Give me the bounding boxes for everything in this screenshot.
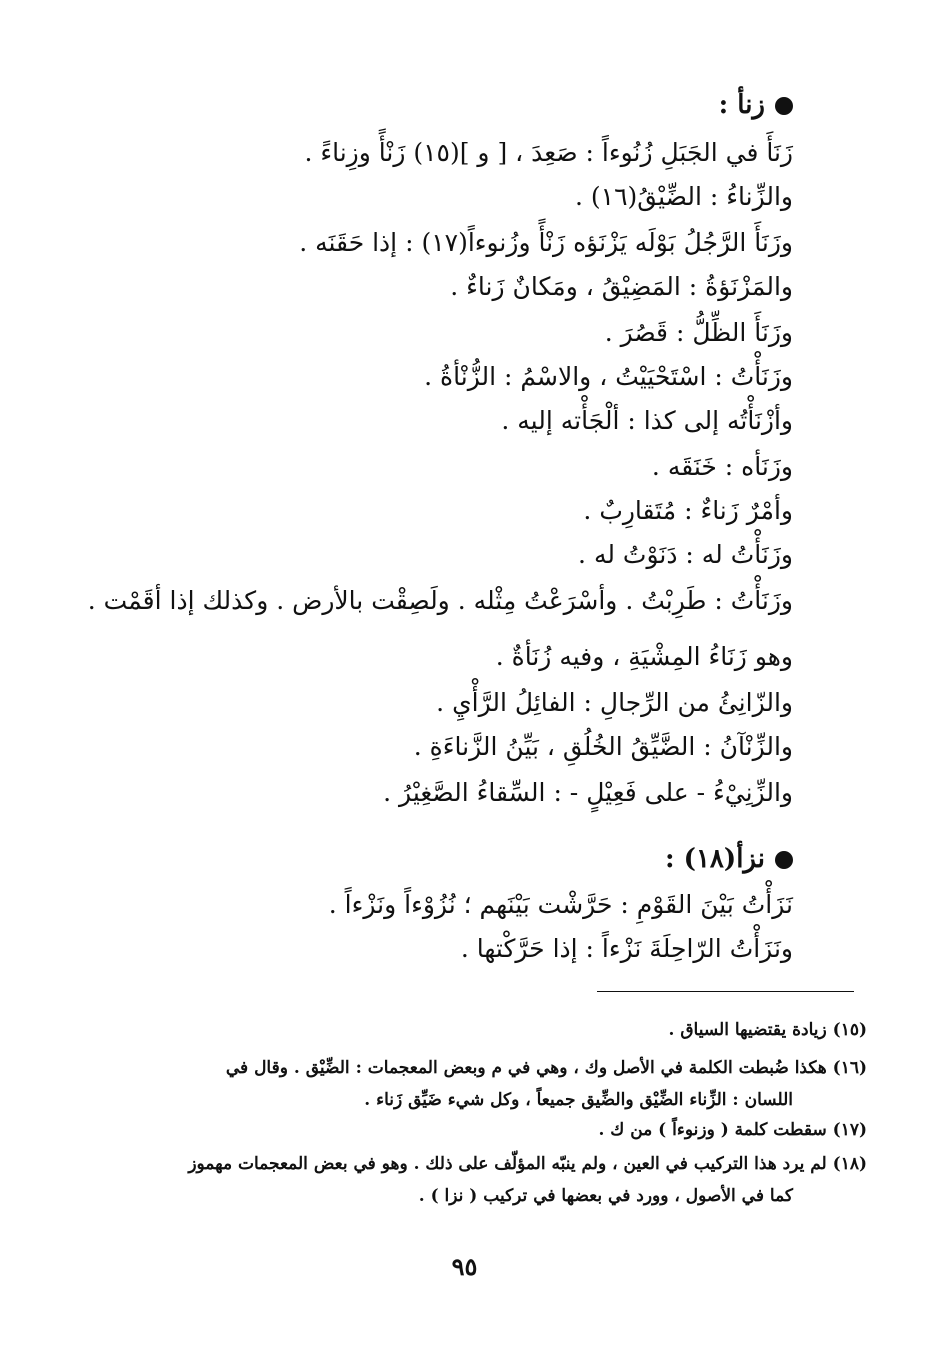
page-number: ٩٥ <box>451 1252 478 1281</box>
bullet-icon <box>775 97 793 115</box>
entry-line: والزِّناءُ : الضِّيْقُ(١٦) . <box>575 182 793 211</box>
footnote-18-continued: كما في الأصول ، وورد في بعضها في تركيب ( نزا ) . <box>418 1186 793 1206</box>
entry-line: وزَنَأْتُ له : دَنَوْتُ له . <box>578 540 793 569</box>
entry-line: والزّانِئُ من الرِّجالِ : الفائِلُ الرَّأْيِ . <box>436 688 793 717</box>
entry-heading-zana: زنأ : <box>719 88 793 122</box>
entry-line: وأمْرٌ زَناءٌ : مُتَقارِبٌ . <box>583 496 793 525</box>
entry-line: والمَزْنَؤةُ : المَضِيْقُ ، ومَكانٌ زَناءٌ . <box>450 272 793 301</box>
entry-line: وهو زَنَاءُ المِشْيَةِ ، وفيه زُنَأةٌ . <box>495 642 793 671</box>
bullet-icon <box>775 851 793 869</box>
entry-line: وزَنَأَ الظِّلُّ : قَصُرَ . <box>604 318 793 347</box>
entry-line: زَنَأَ في الجَبَلِ زُنُوءاً : صَعِدَ ، [ و ](١٥) زَنْأً وزِناءً . <box>304 138 793 167</box>
footnote-separator <box>597 991 854 992</box>
entry-line: وزَنَأَ الرَّجُلُ بَوْلَه يَزْنَؤه زَنْأً وزُنوءاً(١٧) : إذا حَقَنَه . <box>299 228 793 257</box>
entry-line: ونَزَأْتُ الرّاحِلَةَ نَزْءاً : إذا حَرَّكْتها . <box>460 934 793 963</box>
entry-line: والزِّنِيْءُ - على فَعِيْلٍ - : السِّقاءُ الصَّغِيْرُ . <box>383 778 793 807</box>
entry-heading-naza: نزأ(١٨) : <box>665 842 793 876</box>
entry-line: نَزَأْتُ بَيْنَ القَوْمِ : حَرَّشْت بَيْنَهم ؛ نُزُوْءاً ونَزْءاً . <box>328 890 793 919</box>
footnote-15: (١٥) زيادة يقتضيها السياق . <box>668 1020 867 1040</box>
footnote-16: (١٦) هكذا ضُبطت الكلمة في الأصل وك ، وهي في م وبعض المعجمات : الضِّيْق . وقال في <box>225 1058 867 1078</box>
entry-line: وزَنَأه : خَنَقَه . <box>651 452 793 481</box>
footnote-18: (١٨) لم يرد هذا التركيب في العين ، ولم ينبّه المؤلّف على ذلك . وهو في بعض المعجمات مهموز <box>188 1154 867 1174</box>
entry-line: وزَنَأْتُ : طَرِبْتُ . وأسْرَعْتُ مِثْله . ولَصِقْت بالأرض . وكذلك إذا أقَمْت . <box>87 586 793 615</box>
footnote-16-continued: اللسان : الزِّناء الضِّيْق والضِّيق جميعاً ، وكل شيء ضَيِّق زَناء . <box>364 1090 793 1110</box>
entry-line: وأزْنَأْتُه إلى كذا : ألْجَأْته إليه . <box>501 406 793 435</box>
footnote-17: (١٧) سقطت كلمة ( وزنوءاً ) من ك . <box>598 1120 867 1140</box>
entry-line: والزِّنْآنُ : الضَّيِّقُ الخُلُقِ ، بَيِّنُ الزَّناءَةِ . <box>413 732 793 761</box>
entry-line: وزَنَأْتُ : اسْتَحْيَيْتُ ، والاسْمُ : الزُّنْأةُ . <box>424 362 793 391</box>
